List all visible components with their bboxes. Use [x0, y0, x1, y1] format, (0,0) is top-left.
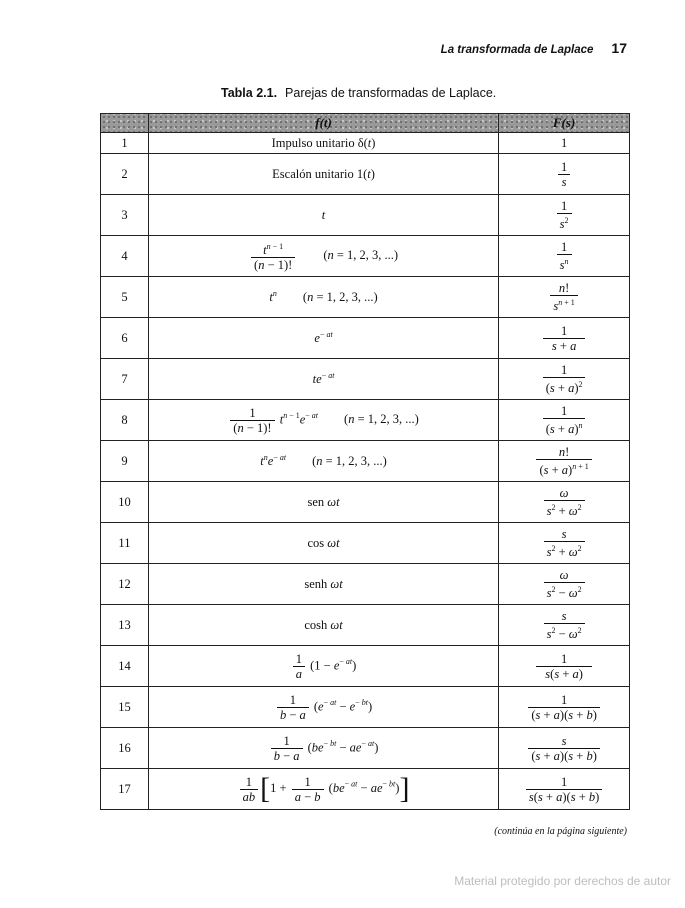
f-cell: senh ωt — [148, 564, 498, 605]
row-number: 14 — [101, 646, 149, 687]
F-cell: $\frac{n!}{(s + a)^{n + 1}}$ — [499, 441, 630, 482]
f-cell: $\frac{1}{ab}$ [1 + $\frac{1}{a - b}$ $(be^{- at} - ae^{- bt})$] — [148, 769, 498, 810]
row-number: 1 — [101, 133, 149, 154]
F-cell: 1 — [499, 133, 630, 154]
F-cell: $\frac{1}{s(s + a)(s + b)}$ — [499, 769, 630, 810]
table-row — [101, 646, 630, 687]
f-cell: $\frac{1}{(n - 1)!}$ $t^{n - 1}e^{- at}$ (n = 1, 2, 3, ...) — [148, 400, 498, 441]
table-row — [101, 523, 630, 564]
row-number: 15 — [101, 687, 149, 728]
row-number: 4 — [101, 236, 149, 277]
table-row — [101, 441, 630, 482]
F-cell: $\frac{\omega}{s^2 - \omega^2}$ — [499, 564, 630, 605]
F-cell: $\frac{1}{s(s + a)}$ — [499, 646, 630, 687]
F-cell: $\frac{n!}{s^{n + 1}}$ — [499, 277, 630, 318]
table-row — [101, 195, 630, 236]
running-head — [441, 40, 627, 56]
f-cell: $\frac{1}{b - a}$ $(e^{- at} - e^{- bt})$ — [148, 687, 498, 728]
header-number-cell — [101, 114, 149, 133]
f-cell: $\frac{1}{b - a}$ $(be^{- bt} - ae^{- at})$ — [148, 728, 498, 769]
table-caption — [221, 86, 496, 100]
row-number: 3 — [101, 195, 149, 236]
table-row — [101, 154, 630, 195]
row-number: 9 — [101, 441, 149, 482]
table-row — [101, 605, 630, 646]
table-row — [101, 564, 630, 605]
F-cell: $\frac{1}{s}$ — [499, 154, 630, 195]
row-number: 11 — [101, 523, 149, 564]
row-number: 8 — [101, 400, 149, 441]
f-cell: sen ωt — [148, 482, 498, 523]
f-cell: cos ωt — [148, 523, 498, 564]
F-cell: $\frac{1}{s^n}$ — [499, 236, 630, 277]
f-cell: cosh ωt — [148, 605, 498, 646]
table-row — [101, 400, 630, 441]
table-row — [101, 236, 630, 277]
F-cell: $\frac{s}{s^2 - \omega^2}$ — [499, 605, 630, 646]
f-cell: Impulso unitario δ(t) — [148, 133, 498, 154]
f-cell: $t^n$ (n = 1, 2, 3, ...) — [148, 277, 498, 318]
continuation-note: (continúa en la página siguiente) — [494, 826, 627, 837]
laplace-transform-table — [100, 113, 630, 810]
row-number: 6 — [101, 318, 149, 359]
page-number: 17 — [611, 40, 627, 56]
F-cell: $\frac{s}{(s + a)(s + b)}$ — [499, 728, 630, 769]
header-f-of-t: f(t) — [148, 114, 498, 133]
row-number: 12 — [101, 564, 149, 605]
table-row — [101, 687, 630, 728]
f-cell: $\frac{t^{n - 1}}{(n - 1)!}$ (n = 1, 2, 3, ...) — [148, 236, 498, 277]
f-cell: $te^{- at}$ — [148, 359, 498, 400]
table-row — [101, 133, 630, 154]
table-row — [101, 769, 630, 810]
header-F-of-s: F(s) — [499, 114, 630, 133]
F-cell: $\frac{1}{(s + a)(s + b)}$ — [499, 687, 630, 728]
table-row — [101, 318, 630, 359]
row-number: 17 — [101, 769, 149, 810]
F-cell: $\frac{1}{(s + a)^n}$ — [499, 400, 630, 441]
row-number: 13 — [101, 605, 149, 646]
table-row — [101, 728, 630, 769]
copyright-watermark: Material protegido por derechos de autor — [454, 874, 671, 888]
row-number: 7 — [101, 359, 149, 400]
table-caption-label: Tabla 2.1. — [221, 86, 278, 100]
F-cell: $\frac{1}{s + a}$ — [499, 318, 630, 359]
f-cell: t — [148, 195, 498, 236]
table-row — [101, 359, 630, 400]
F-cell: $\frac{\omega}{s^2 + \omega^2}$ — [499, 482, 630, 523]
F-cell: $\frac{1}{(s + a)^2}$ — [499, 359, 630, 400]
f-cell: Escalón unitario 1(t) — [148, 154, 498, 195]
row-number: 16 — [101, 728, 149, 769]
f-cell: $t^ne^{- at}$ (n = 1, 2, 3, ...) — [148, 441, 498, 482]
row-number: 10 — [101, 482, 149, 523]
table-row — [101, 482, 630, 523]
table-caption-text: Parejas de transformadas de Laplace. — [285, 86, 497, 100]
row-number: 5 — [101, 277, 149, 318]
F-cell: $\frac{1}{s^2}$ — [499, 195, 630, 236]
row-number: 2 — [101, 154, 149, 195]
table-row — [101, 277, 630, 318]
f-cell: $\frac{1}{a}$ $(1 - e^{- at})$ — [148, 646, 498, 687]
f-cell: $e^{- at}$ — [148, 318, 498, 359]
F-cell: $\frac{s}{s^2 + \omega^2}$ — [499, 523, 630, 564]
running-head-title: La transformada de Laplace — [440, 44, 594, 56]
table-header-row — [101, 114, 630, 133]
